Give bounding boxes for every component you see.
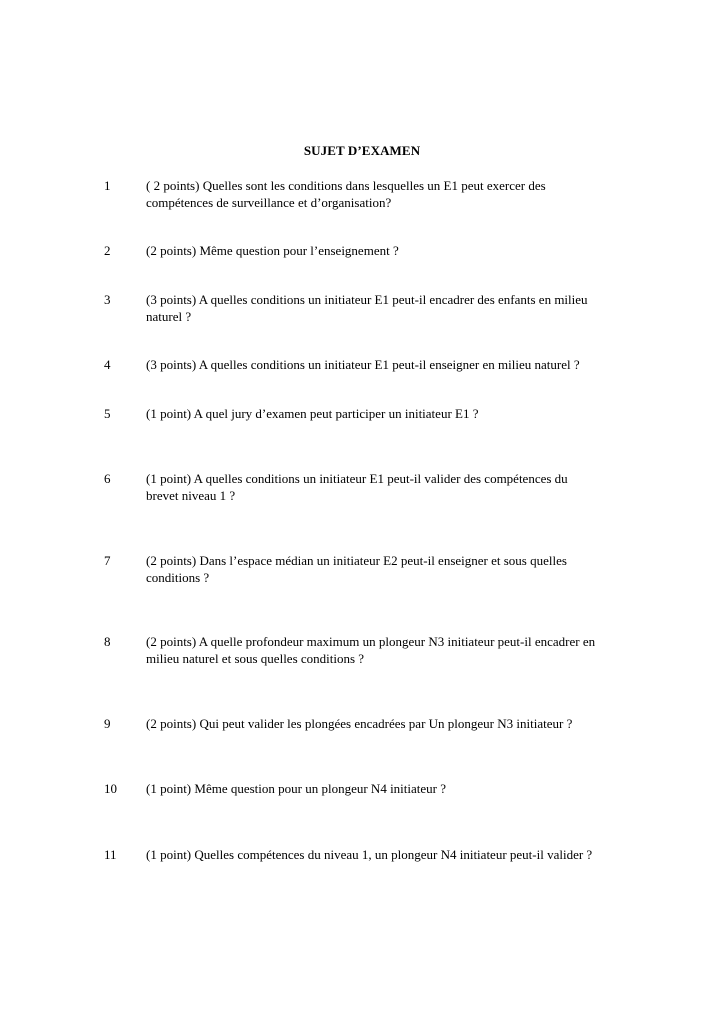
question-line: (2 points) Même question pour l’enseignement ? [146,243,399,258]
question-number: 7 [104,553,111,568]
question-text [146,405,646,422]
question-number: 5 [104,406,111,421]
question-text [146,470,646,504]
question-number: 10 [104,781,117,796]
question-number: 1 [104,178,111,193]
question-line: ( 2 points) Quelles sont les conditions dans lesquelles un E1 peut exercer des [146,178,546,193]
question-line: (2 points) Qui peut valider les plongées encadrées par Un plongeur N3 initiateur ? [146,716,573,731]
question-line: (2 points) Dans l’espace médian un initiateur E2 peut-il enseigner et sous quelles [146,553,567,568]
question-number: 3 [104,292,111,307]
question-number: 11 [104,847,117,862]
question-number: 2 [104,243,111,258]
question-number: 4 [104,357,111,372]
question-line: (1 point) A quel jury d’examen peut participer un initiateur E1 ? [146,406,479,421]
question-line: (1 point) Même question pour un plongeur N4 initiateur ? [146,781,447,796]
question-line: (2 points) A quelle profondeur maximum un plongeur N3 initiateur peut-il encadrer en [146,634,596,649]
question-line: (1 point) A quelles conditions un initiateur E1 peut-il valider des compétences du [146,471,568,486]
question-text [146,552,646,586]
question-line: conditions ? [146,570,210,585]
question-number: 8 [104,634,111,649]
question-text [146,846,646,863]
question-line: brevet niveau 1 ? [146,488,236,503]
question-text [146,633,646,667]
question-line: (3 points) A quelles conditions un initiateur E1 peut-il encadrer des enfants en milieu [146,292,588,307]
question-text [146,291,646,325]
question-line: compétences de surveillance et d’organisation? [146,195,392,210]
question-line: (1 point) Quelles compétences du niveau 1, un plongeur N4 initiateur peut-il valider ? [146,847,593,862]
question-text [146,356,646,373]
question-number: 6 [104,471,111,486]
question-text [146,715,646,732]
question-line: (3 points) A quelles conditions un initiateur E1 peut-il enseigner en milieu naturel ? [146,357,580,372]
question-number: 9 [104,716,111,731]
page-title: SUJET D’EXAMEN [303,143,421,158]
question-line: naturel ? [146,309,192,324]
question-text [146,177,646,211]
question-text [146,780,646,797]
question-text [146,242,646,259]
question-line: milieu naturel et sous quelles conditions ? [146,651,365,666]
